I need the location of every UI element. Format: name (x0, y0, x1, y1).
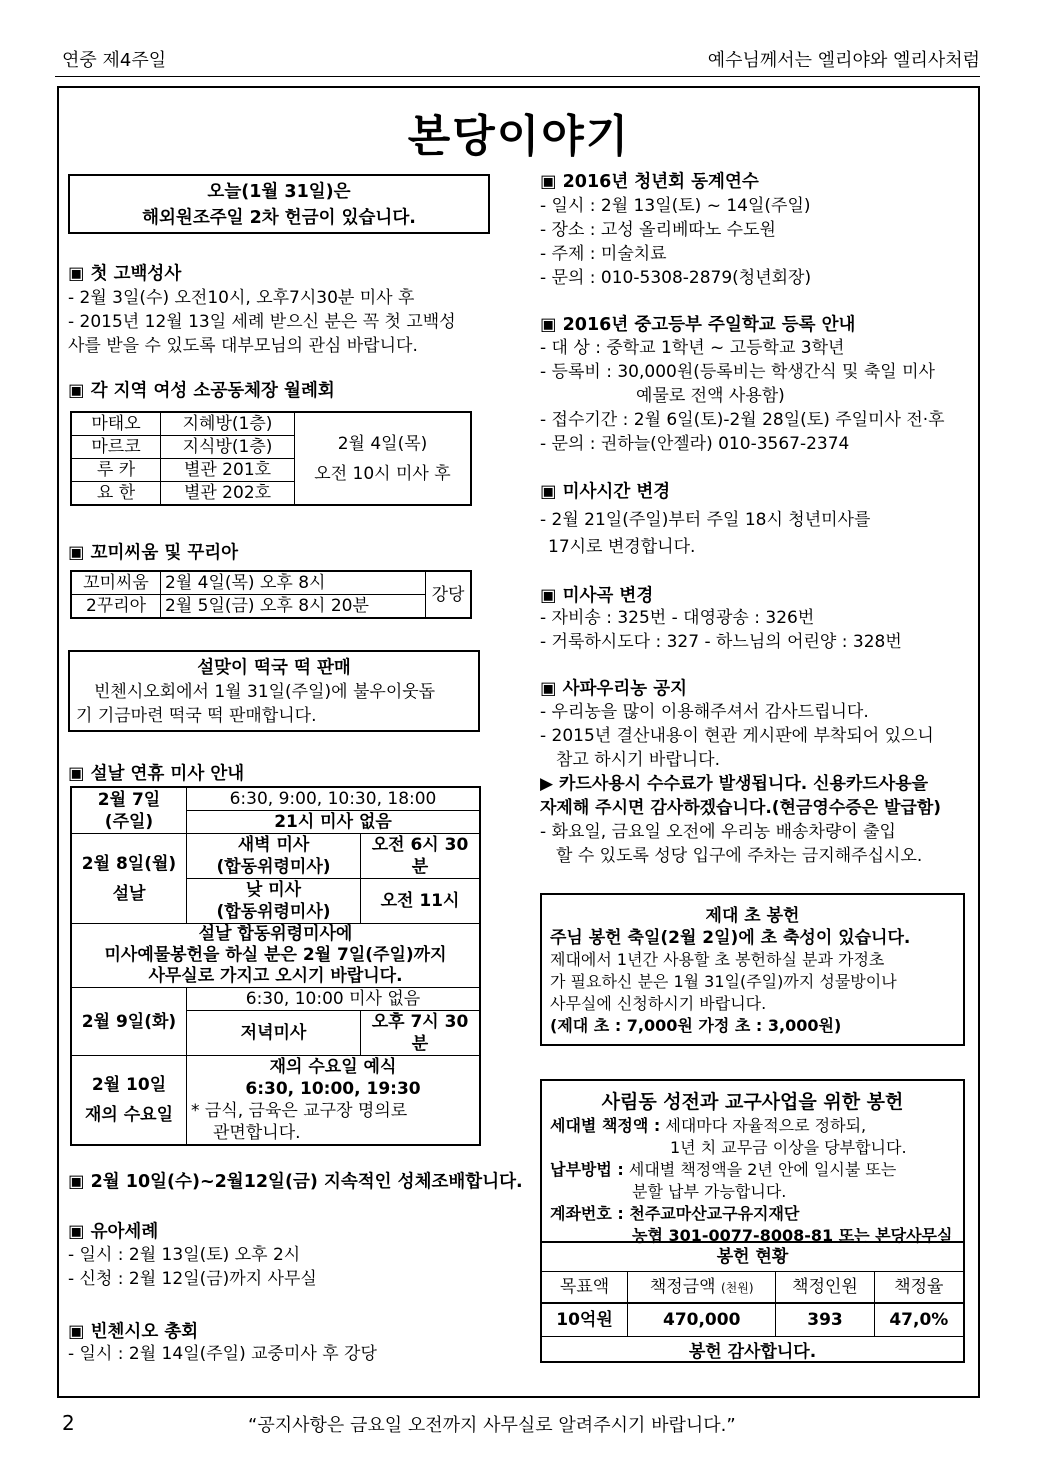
section-masstime-line: - 2월 21일(주일)부터 주일 18시 청년미사를 (540, 510, 871, 530)
table-cell: 별관 202호 (161, 482, 295, 506)
comitium-table (70, 570, 472, 619)
candle-line: 가 필요하신 분은 1월 31일(주일)까지 성물방이나 (550, 972, 897, 991)
rice-cake-title: 설맞이 떡국 떡 판매 (197, 658, 351, 678)
header-rule (55, 76, 980, 77)
table-cell: 2꾸리아 (71, 595, 161, 619)
section-school-line: 예물로 전액 사용함) (636, 386, 785, 406)
table-cell: 요 한 (71, 482, 161, 506)
section-woorinong-line: - 화요일, 금요일 오전에 우리농 배송차량이 출입 (540, 822, 896, 842)
section-youth-title: ▣ 2016년 청년회 동계연수 (540, 172, 759, 192)
page-number: 2 (62, 1411, 75, 1435)
section-woorinong-line: - 2015년 결산내용이 현관 게시판에 부착되어 있으니 (540, 726, 934, 746)
section-woorinong-line: 참고 하시기 바랍니다. (556, 750, 721, 770)
table-cell: 2월 8일(월) 설날 (71, 834, 187, 924)
notice-line1: 오늘(1월 31일)은 (207, 182, 351, 202)
table-cell: 10억원 (542, 1303, 628, 1337)
section-masstime-title: ▣ 미사시간 변경 (540, 482, 671, 502)
section-vincent-line: - 일시 : 2월 14일(주일) 교중미사 후 강당 (68, 1344, 377, 1364)
section-hymn-title: ▣ 미사곡 변경 (540, 586, 654, 606)
section-vincent-title: ▣ 빈첸시오 총회 (68, 1322, 199, 1342)
table-cell: 2월 5일(금) 오후 8시 20분 (161, 595, 426, 619)
table-header: 책정금액 (천원) (628, 1272, 776, 1304)
fund-details: 세대별 책정액 : 세대마다 자율적으로 정하되, 1년 치 교무금 이상을 당부합니다. 납부방법 : 세대별 책정액을 2년 안에 일시불 또는 분할 납부 가능합니다. 계좌번호 : 천주교마산교구유지재단 농협 301-0077-8008-81 또는 본당사무실 (550, 1116, 953, 1245)
table-cell: 마태오 (71, 412, 161, 436)
fund-box (540, 1079, 965, 1363)
table-cell: 오후 7시 30분 (361, 1011, 481, 1056)
section-youth-line: - 문의 : 010-5308-2879(청년회장) (540, 268, 812, 288)
section-baptism-line: - 신청 : 2월 12일(금)까지 사무실 (68, 1269, 317, 1289)
section-hymn-line: - 거룩하시도다 : 327 - 하느님의 어린양 : 328번 (540, 632, 902, 652)
section-school-line: - 접수기간 : 2월 6일(토)-2월 28일(토) 주일미사 전·후 (540, 410, 945, 430)
section-youth-line: - 일시 : 2월 13일(토) ~ 14일(주일) (540, 196, 811, 216)
candle-title: 제대 초 봉헌 (705, 906, 800, 926)
section-women-title: ▣ 각 지역 여성 소공동체장 월례회 (68, 381, 335, 401)
section-comitium-title: ▣ 꼬미씨움 및 꾸리아 (68, 543, 239, 563)
section-school-line: - 등록비 : 30,000원(등록비는 학생간식 및 축일 미사 (540, 362, 935, 382)
table-header: 책정인원 (776, 1272, 874, 1304)
table-header: 목표액 (542, 1272, 628, 1304)
fund-status-title: 봉헌 현황 (542, 1242, 963, 1272)
table-cell: 2월 10일 재의 수요일 (71, 1056, 187, 1146)
page-title: 본당이야기 (407, 111, 631, 162)
section-woorinong-title: ▣ 사파우리농 공지 (540, 679, 688, 699)
table-cell: 별관 201호 (161, 459, 295, 482)
table-cell: 새벽 미사 (합동위령미사) (187, 834, 361, 879)
section-confession-line: - 2월 3일(수) 오전10시, 오후7시30분 미사 후 (68, 288, 415, 308)
table-cell: 지식방(1층) (161, 436, 295, 459)
section-lunar-title: ▣ 설날 연휴 미사 안내 (68, 764, 245, 784)
rice-cake-box (68, 650, 480, 732)
section-school-title: ▣ 2016년 중고등부 주일학교 등록 안내 (540, 315, 856, 335)
lunar-mass-table (70, 786, 481, 1146)
footer-notice: “공지사항은 금요일 오전까지 사무실로 알려주시기 바랍니다.” (248, 1415, 736, 1436)
section-woorinong-line: - 우리농을 많이 이용해주셔서 감사드립니다. (540, 702, 869, 722)
section-school-line: - 문의 : 권하늘(안젤라) 010-3567-2374 (540, 434, 850, 454)
table-cell: 21시 미사 없음 (187, 811, 481, 834)
comitium-place: 강당 (426, 571, 472, 618)
table-cell: 오전 11시 (361, 879, 481, 924)
notice-line2: 해외원조주일 2차 헌금이 있습니다. (142, 208, 416, 228)
fund-title: 사림동 성전과 교구사업을 위한 봉헌 (601, 1091, 904, 1113)
header-left: 연중 제4주일 (62, 50, 167, 71)
section-adoration-title: ▣ 2월 10일(수)~2월12일(금) 지속적인 성체조배합니다. (68, 1172, 523, 1192)
section-hymn-line: - 자비송 : 325번 - 대영광송 : 326번 (540, 608, 815, 628)
women-meeting-table (70, 411, 472, 506)
table-cell: 재의 수요일 예식 6:30, 10:00, 19:30 * 금식, 금육은 교구장 명의로 관면합니다. (187, 1056, 481, 1146)
table-cell: 꼬미씨움 (71, 571, 161, 595)
table-cell: 설날 합동위령미사에 미사예물봉헌을 하실 분은 2월 7일(주일)까지 사무실로 가지고 오시기 바랍니다. (71, 924, 480, 988)
card-fee-notice: ▶ 카드사용시 수수료가 발생됩니다. 신용카드사용을 (540, 774, 929, 794)
table-cell: 47,0% (874, 1303, 963, 1337)
candle-price: (제대 초 : 7,000원 가정 초 : 3,000원) (550, 1016, 842, 1035)
section-school-line: - 대 상 : 중학교 1학년 ~ 고등학교 3학년 (540, 338, 845, 358)
table-cell: 393 (776, 1303, 874, 1337)
table-cell: 6:30, 9:00, 10:30, 18:00 (187, 787, 481, 811)
section-baptism-title: ▣ 유아세례 (68, 1222, 159, 1242)
candle-line: 사무실에 신청하시기 바랍니다. (550, 994, 767, 1013)
table-cell: 오전 6시 30분 (361, 834, 481, 879)
table-cell: 낮 미사 (합동위령미사) (187, 879, 361, 924)
table-cell: 마르코 (71, 436, 161, 459)
section-confession-line: - 2015년 12월 13일 세례 받으신 분은 꼭 첫 고백성 (68, 312, 456, 332)
section-masstime-line: 17시로 변경합니다. (548, 537, 696, 557)
candle-bold: 주님 봉헌 축일(2월 2일)에 초 축성이 있습니다. (550, 928, 911, 948)
section-youth-line: - 주제 : 미술치료 (540, 244, 667, 264)
header-right: 예수님께서는 엘리야와 엘리사처럼 (707, 50, 980, 71)
section-youth-line: - 장소 : 고성 올리베따노 수도원 (540, 220, 776, 240)
fund-status-table (542, 1241, 963, 1367)
table-cell: 저녁미사 (187, 1011, 361, 1056)
table-cell: 지혜방(1층) (161, 412, 295, 436)
rice-cake-line: 빈첸시오회에서 1월 31일(주일)에 불우이웃돕 (94, 682, 436, 702)
rice-cake-line: 기 기금마련 떡국 떡 판매합니다. (76, 706, 317, 726)
table-cell: 470,000 (628, 1303, 776, 1337)
candle-box (540, 893, 965, 1046)
candle-line: 제대에서 1년간 사용할 초 봉헌하실 분과 가정초 (550, 950, 885, 969)
women-meeting-time: 2월 4일(목) 오전 10시 미사 후 (295, 412, 472, 505)
table-header: 책정율 (874, 1272, 963, 1304)
section-confession-line: 사를 받을 수 있도록 대부모님의 관심 바랍니다. (68, 336, 418, 356)
table-cell: 6:30, 10:00 미사 없음 (187, 988, 481, 1011)
table-cell: 루 카 (71, 459, 161, 482)
section-woorinong-line: 할 수 있도록 성당 입구에 주차는 금지해주십시오. (556, 846, 923, 866)
card-fee-notice: 자제해 주시면 감사하겠습니다.(현금영수증은 발급함) (540, 798, 942, 818)
section-baptism-line: - 일시 : 2월 13일(토) 오후 2시 (68, 1245, 301, 1265)
fund-thanks: 봉헌 감사합니다. (542, 1337, 963, 1368)
section-confession-title: ▣ 첫 고백성사 (68, 264, 182, 284)
table-cell: 2월 9일(화) (71, 988, 187, 1056)
table-cell: 2월 4일(목) 오후 8시 (161, 571, 426, 595)
notice-box (68, 174, 490, 234)
table-cell: 2월 7일 (주일) (71, 787, 187, 834)
